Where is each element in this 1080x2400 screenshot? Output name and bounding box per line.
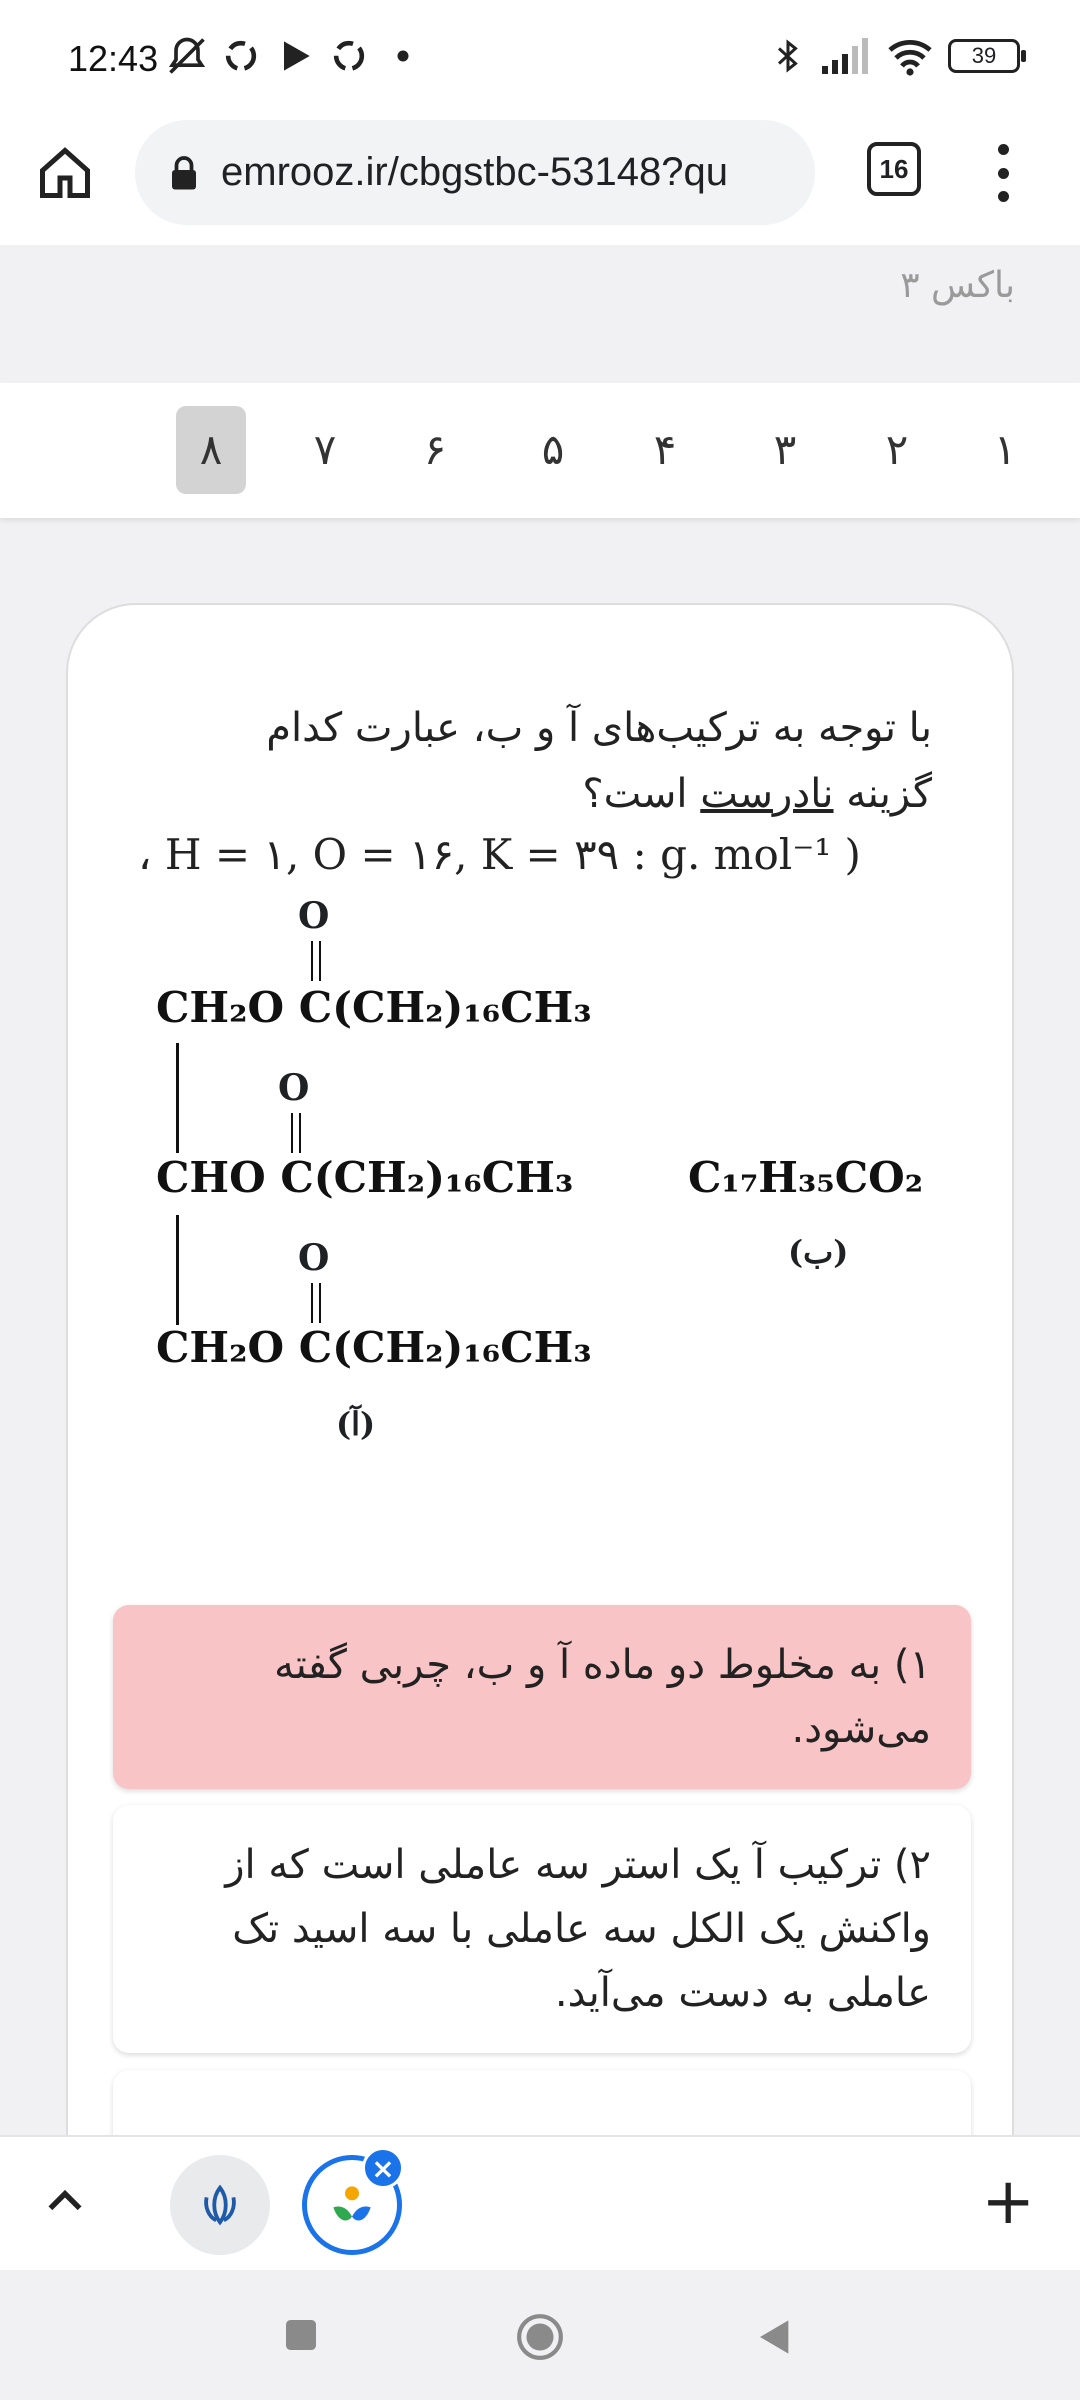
lock-icon: [169, 155, 199, 191]
molar-mass-line: ، H = ۱, O = ۱۶, K = ۳۹ : g. mol⁻¹ ): [138, 830, 861, 879]
question-number-6[interactable]: ۶: [423, 425, 447, 474]
menu-dot: [998, 191, 1009, 202]
bluetooth-icon: [770, 34, 806, 78]
bond-line: [176, 1043, 179, 1153]
recents-icon[interactable]: [283, 2317, 319, 2353]
question-text: [212, 695, 932, 827]
home-icon: [35, 143, 95, 203]
status-icons-left: [165, 34, 425, 78]
double-bond: [291, 1113, 301, 1153]
question-number-4[interactable]: ۴: [653, 425, 677, 474]
question-text-part: با توجه به ترکیب‌های آ و ب، عبارت کدام گزینه: [266, 705, 932, 817]
play-icon: [273, 34, 317, 78]
status-icons-right: [770, 34, 1020, 78]
question-number-3[interactable]: ۳: [773, 425, 797, 474]
battery-icon: 39: [948, 39, 1020, 73]
question-number-1[interactable]: ۱: [993, 425, 1017, 474]
chevron-up-icon[interactable]: [40, 2177, 90, 2227]
row-chain: C(CH₂)₁₆CH₃: [280, 1153, 574, 1202]
back-icon[interactable]: [755, 2315, 795, 2359]
menu-dot: [998, 168, 1009, 179]
url-text: emrooz.ir/cbgstbc-53148?qu: [221, 150, 728, 194]
row-group: CH₂O: [156, 1323, 285, 1372]
structure-b-label: (ب): [788, 1233, 849, 1271]
question-number-2[interactable]: ۲: [885, 425, 909, 474]
tab-favicon-emblem[interactable]: [170, 2155, 270, 2255]
browser-toolbar: [0, 120, 1080, 245]
close-tab-button[interactable]: ×: [362, 2147, 404, 2189]
tab-strip-toolbar: [0, 2135, 1080, 2270]
question-number-7[interactable]: ۷: [313, 425, 337, 474]
recycle-icon: [219, 34, 263, 78]
bond-line: [176, 1215, 179, 1325]
row-chain: C(CH₂)₁₆CH₃: [298, 1323, 592, 1372]
system-nav-bar: [0, 2270, 1080, 2400]
carbonyl-oxygen: O: [298, 895, 330, 937]
carbonyl-oxygen: O: [298, 1237, 330, 1279]
question-underlined-word: نادرست: [700, 771, 834, 817]
recycle-icon: [327, 34, 371, 78]
double-bond: [311, 941, 321, 981]
question-number-bar: [0, 383, 1080, 518]
new-tab-button[interactable]: +: [981, 2165, 1035, 2239]
tab-switcher-button[interactable]: 16: [867, 142, 921, 196]
signal-icon: [820, 34, 872, 78]
home-nav-icon[interactable]: [515, 2312, 565, 2362]
question-number-5[interactable]: ۵: [541, 425, 565, 474]
question-card: [66, 603, 1014, 2135]
status-bar: [0, 0, 1080, 120]
structure-a-row-3: [156, 1323, 592, 1372]
structure-a-row-1: [156, 983, 592, 1032]
question-number-8[interactable]: ۸: [176, 406, 246, 494]
wifi-icon: [886, 34, 934, 78]
carbonyl-oxygen: O: [278, 1067, 310, 1109]
structure-a-row-2: [156, 1153, 573, 1202]
row-group: CH₂O: [156, 983, 285, 1032]
row-chain: C(CH₂)₁₆CH₃: [298, 983, 592, 1032]
mute-icon: [165, 34, 209, 78]
emblem-icon: [197, 2182, 243, 2228]
overflow-menu-button[interactable]: [985, 138, 1021, 208]
structure-a-label: (آ): [336, 1405, 376, 1443]
previous-question-text: باکس ۳: [900, 265, 1015, 306]
dot-icon: [381, 34, 425, 78]
answer-option-3[interactable]: [113, 2070, 971, 2135]
answer-option-1[interactable]: ۱) به مخلوط دو ماده آ و ب، چربی گفته می‌شود.: [113, 1605, 971, 1789]
answer-option-2[interactable]: ۲) ترکیب آ یک استر سه عاملی است که از واکنش یک الکل سه عاملی با سه اسید تک عاملی به دست می‌آید.: [113, 1805, 971, 2053]
structure-b-formula: C₁₇H₃₅CO₂: [688, 1153, 924, 1202]
address-bar[interactable]: [135, 120, 815, 225]
web-page: [0, 245, 1080, 2135]
double-bond: [311, 1283, 321, 1323]
question-text-part: است؟: [582, 771, 701, 817]
home-button[interactable]: [30, 138, 100, 208]
status-time: 12:43: [68, 38, 159, 79]
row-group: CHO: [156, 1153, 266, 1202]
menu-dot: [998, 144, 1009, 155]
